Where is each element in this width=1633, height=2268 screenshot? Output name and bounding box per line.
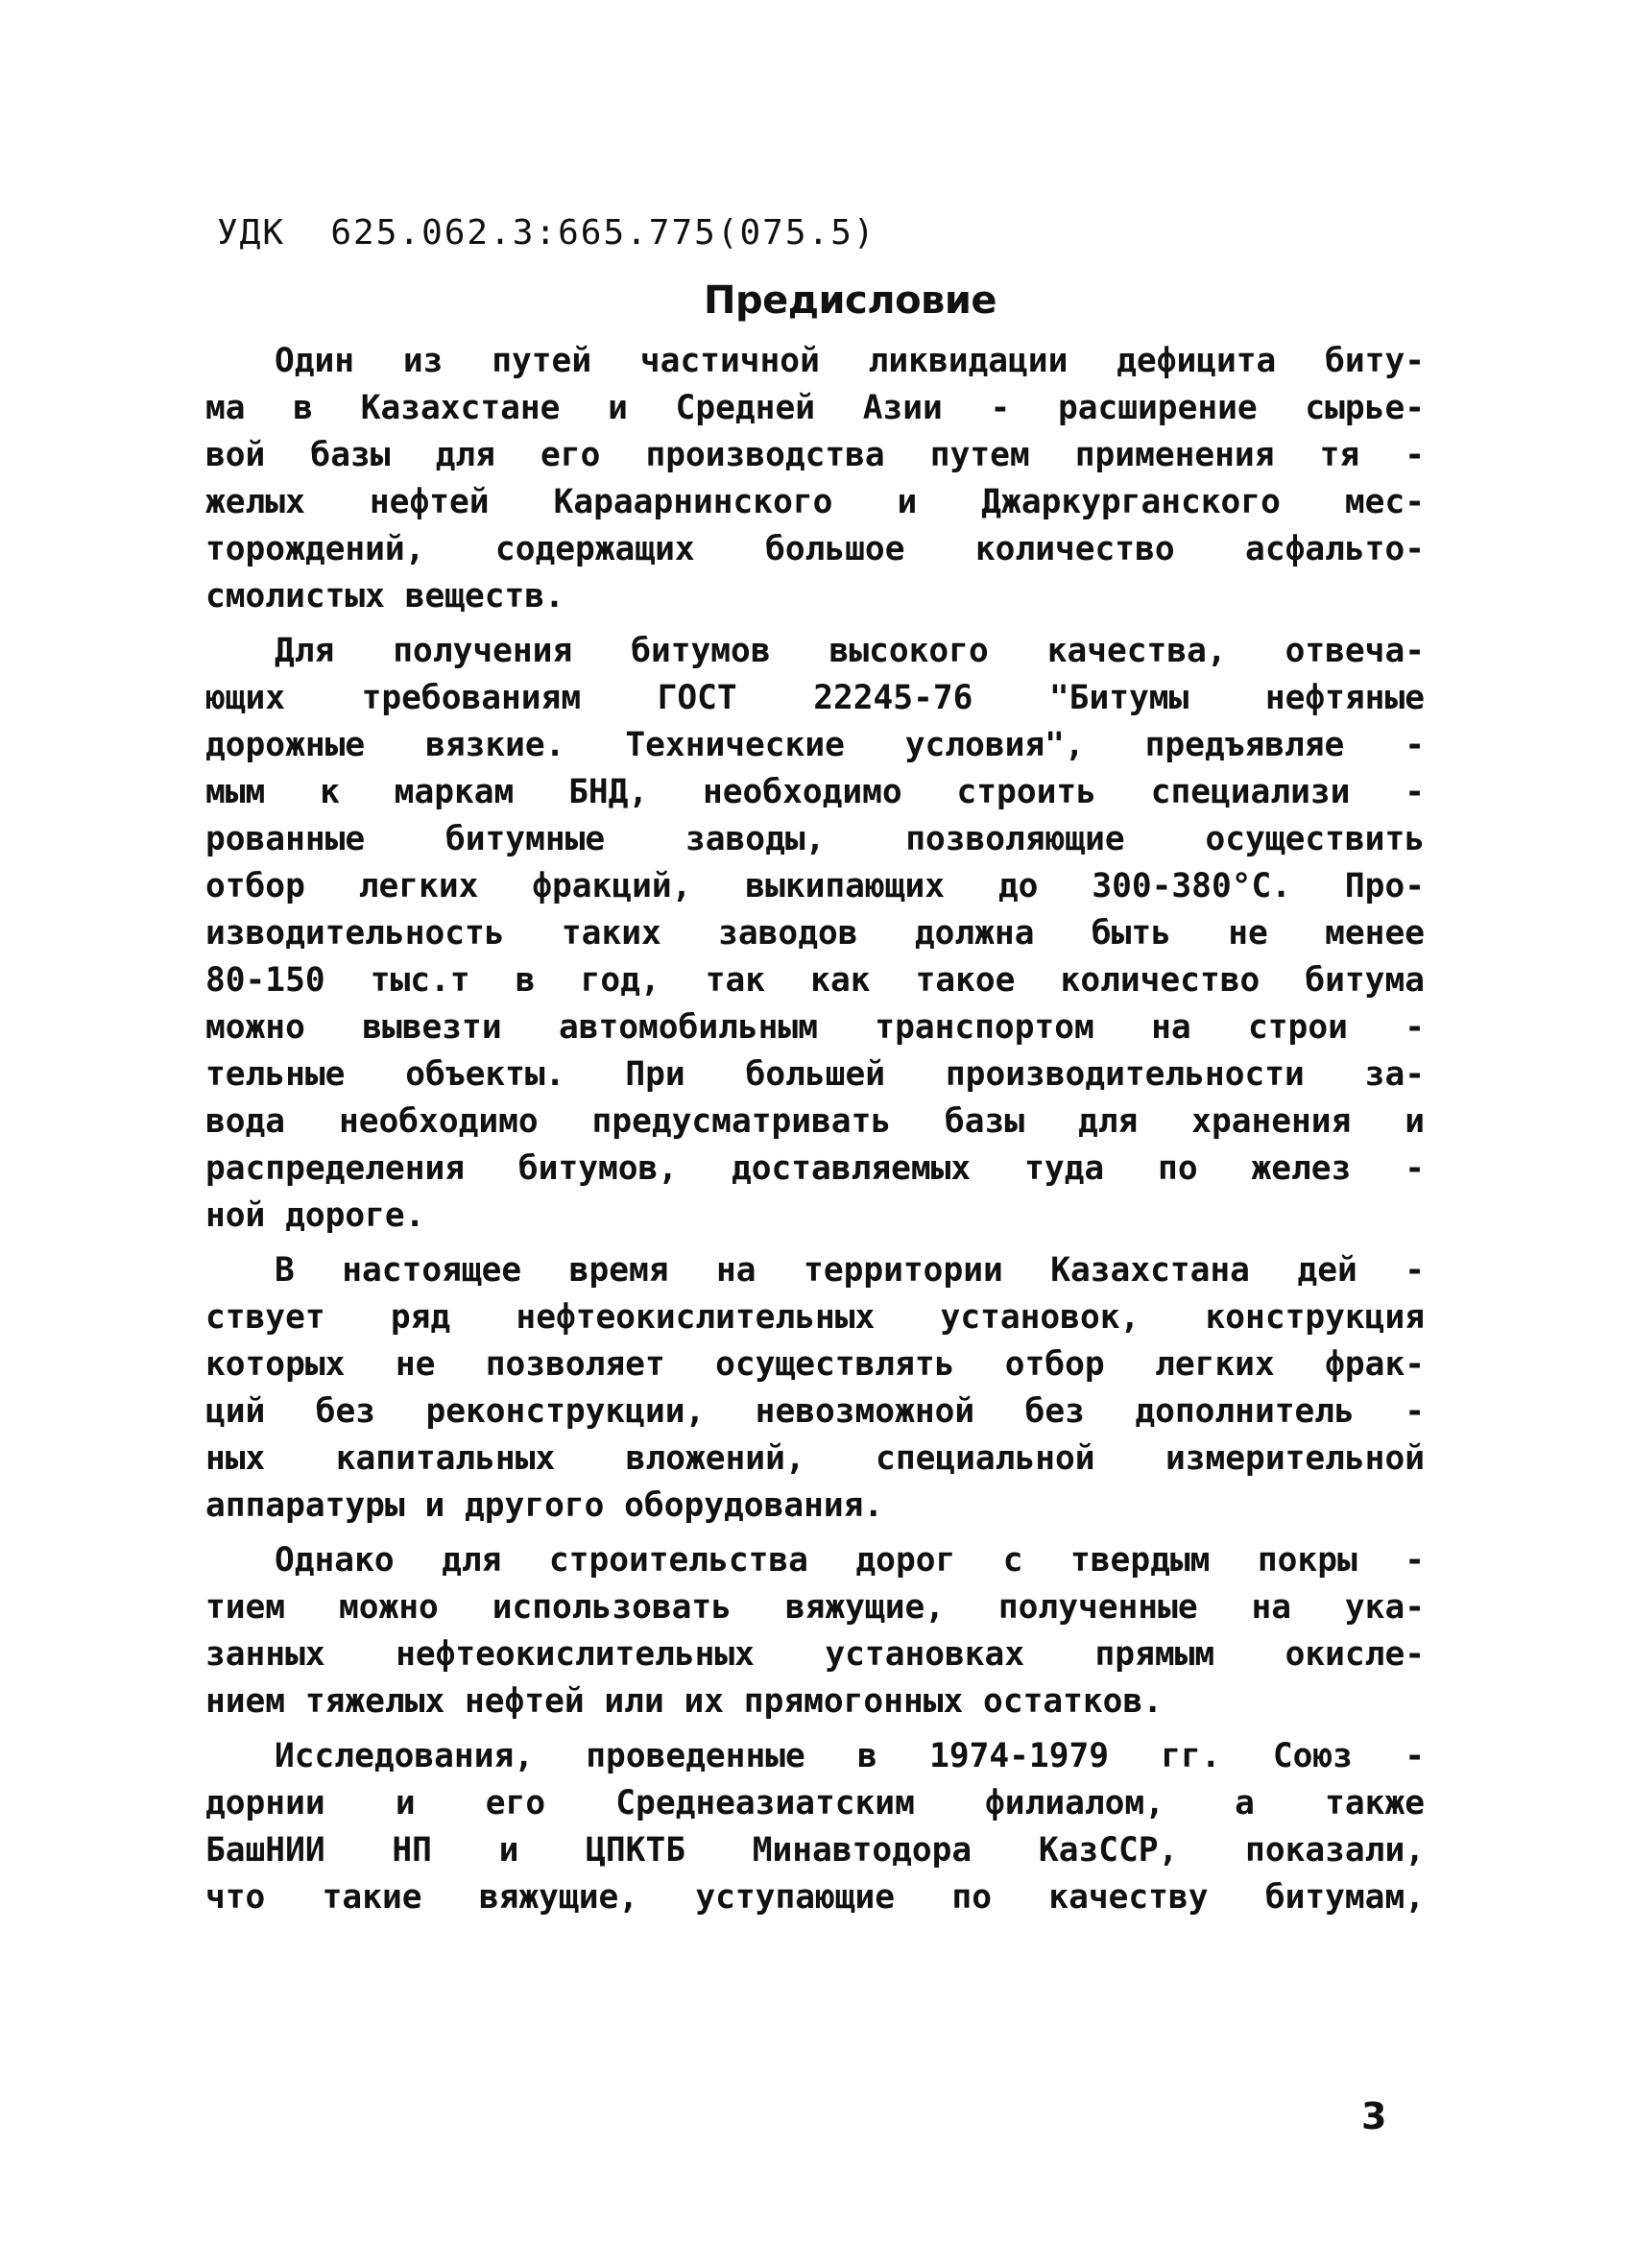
text-line: нием тяжелых нефтей или их прямогонных остатков. xyxy=(205,1682,1163,1721)
text-line: Однако для строительства дорог с твердым покры - xyxy=(275,1541,1425,1580)
text-line: которых не позволяет осуществлять отбор легких фрак- xyxy=(205,1345,1425,1384)
text-line: дорожные вязкие. Технические условия", предъявляе - xyxy=(205,726,1425,764)
page-title: Предисловие xyxy=(703,278,997,323)
text-line: ций без реконструкции, невозможной без дополнитель - xyxy=(205,1392,1425,1431)
text-line: аппаратуры и другого оборудования. xyxy=(205,1486,884,1525)
text-line: БашНИИ НП и ЦПКТБ Минавтодора КазССР, показали, xyxy=(205,1831,1425,1870)
text-line: занных нефтеокислительных установках прямым окисле- xyxy=(205,1635,1425,1674)
text-line: рованные битумные заводы, позволяющие осуществить xyxy=(205,820,1425,858)
text-line: смолистых веществ. xyxy=(205,577,564,615)
text-line: ющих требованиям ГОСТ 22245-76 "Битумы нефтяные xyxy=(205,679,1425,717)
text-line: ма в Казахстане и Средней Азии - расширение сырье- xyxy=(205,389,1425,427)
text-line: ной дороге. xyxy=(205,1196,425,1235)
text-line: В настоящее время на территории Казахстана дей - xyxy=(275,1251,1425,1290)
text-line: Для получения битумов высокого качества, отвеча- xyxy=(275,632,1425,670)
udk-classification: УДК 625.062.3:665.775(075.5) xyxy=(217,213,877,253)
body-text xyxy=(205,338,1425,1921)
text-line: торождений, содержащих большое количество асфальто- xyxy=(205,530,1425,568)
text-line: тием можно использовать вяжущие, полученные на ука- xyxy=(205,1588,1425,1627)
text-line: Исследования, проведенные в 1974-1979 гг. Союз - xyxy=(275,1737,1425,1775)
text-line: тельные объекты. При большей производительности за- xyxy=(205,1055,1425,1094)
text-line: желых нефтей Караарнинского и Джаркурганского мес- xyxy=(205,483,1425,521)
text-line: Один из путей частичной ликвидации дефицита биту- xyxy=(275,342,1425,380)
text-line: ных капитальных вложений, специальной измерительной xyxy=(205,1439,1425,1478)
text-line: 80-150 тыс.т в год, так как такое количество битума xyxy=(205,961,1425,1000)
text-line: мым к маркам БНД, необходимо строить специализи - xyxy=(205,773,1425,811)
text-line: что такие вяжущие, уступающие по качеству битумам, xyxy=(205,1878,1425,1917)
text-line: можно вывезти автомобильным транспортом на строи - xyxy=(205,1008,1425,1047)
text-line: вой базы для его производства путем применения тя - xyxy=(205,436,1425,474)
text-line: дорнии и его Среднеазиатским филиалом, а также xyxy=(205,1784,1425,1822)
text-line: распределения битумов, доставляемых туда по желез - xyxy=(205,1149,1425,1188)
text-line: отбор легких фракций, выкипающих до 300-380°С. Про- xyxy=(205,867,1425,905)
page-number: 3 xyxy=(1361,2095,1387,2137)
text-line: изводительность таких заводов должна быть не менее xyxy=(205,914,1425,953)
text-line: вода необходимо предусматривать базы для хранения и xyxy=(205,1102,1425,1141)
text-line: ствует ряд нефтеокислительных установок, конструкция xyxy=(205,1298,1425,1337)
